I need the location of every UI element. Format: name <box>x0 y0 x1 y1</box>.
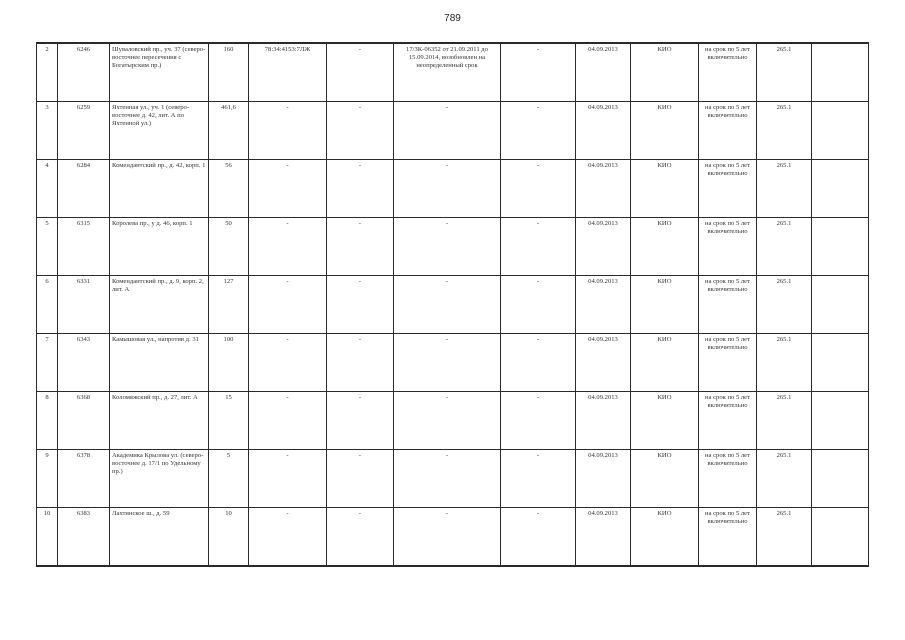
page-number: 789 <box>444 13 461 24</box>
column-6-cell: - <box>327 392 394 450</box>
document-cell: 265.1 <box>757 218 812 276</box>
column-6-cell: - <box>327 450 394 508</box>
organization-cell: КИО <box>631 276 699 334</box>
empty-cell <box>812 43 869 102</box>
table-row <box>37 218 869 276</box>
cadastral-number-cell: - <box>249 450 327 508</box>
table-row <box>37 160 869 218</box>
object-code-cell: 6331 <box>58 276 110 334</box>
organization-cell: КИО <box>631 334 699 392</box>
contract-cell: - <box>394 160 501 218</box>
table-row <box>37 392 869 450</box>
cadastral-number-cell: 78:34:4153:7ЛЖ <box>249 43 327 102</box>
table-row <box>37 508 869 567</box>
column-8-cell: - <box>501 508 576 567</box>
address-cell: Камышовая ул., напротив д. 31 <box>110 334 209 392</box>
document-cell: 265.1 <box>757 334 812 392</box>
date-cell: 04.09.2013 <box>576 218 631 276</box>
object-code-cell: 6284 <box>58 160 110 218</box>
object-code-cell: 6246 <box>58 43 110 102</box>
address-cell: Академика Крылова ул. (северо-восточнее д. 17/1 по Удельному пр.) <box>110 450 209 508</box>
contract-cell: - <box>394 334 501 392</box>
row-number-cell: 8 <box>37 392 58 450</box>
object-code-cell: 6378 <box>58 450 110 508</box>
address-cell: Комендантский пр., д. 42, корп. 1 <box>110 160 209 218</box>
address-cell: Лахтинское ш., д. 59 <box>110 508 209 567</box>
contract-cell: - <box>394 276 501 334</box>
cadastral-number-cell: - <box>249 218 327 276</box>
table-body <box>37 43 869 566</box>
contract-cell: 17/ЗК-06352 от 21.09.2011 до 15.09.2014, возобновлен на неопределенный срок <box>394 43 501 102</box>
table-row <box>37 450 869 508</box>
empty-cell <box>812 508 869 567</box>
empty-cell <box>812 160 869 218</box>
column-8-cell: - <box>501 160 576 218</box>
document-cell: 265.1 <box>757 450 812 508</box>
address-cell: Яхтенная ул., уч. 1 (северо-восточнее д. 42, лит. А по Яхтенной ул.) <box>110 102 209 160</box>
empty-cell <box>812 218 869 276</box>
column-8-cell: - <box>501 102 576 160</box>
table-row <box>37 334 869 392</box>
empty-cell <box>812 334 869 392</box>
organization-cell: КИО <box>631 508 699 567</box>
organization-cell: КИО <box>631 160 699 218</box>
area-cell: 5 <box>209 450 249 508</box>
object-code-cell: 6368 <box>58 392 110 450</box>
organization-cell: КИО <box>631 450 699 508</box>
column-8-cell: - <box>501 450 576 508</box>
column-6-cell: - <box>327 43 394 102</box>
document-cell: 265.1 <box>757 102 812 160</box>
column-6-cell: - <box>327 508 394 567</box>
row-number-cell: 3 <box>37 102 58 160</box>
row-number-cell: 4 <box>37 160 58 218</box>
cadastral-number-cell: - <box>249 276 327 334</box>
contract-cell: - <box>394 508 501 567</box>
document-cell: 265.1 <box>757 392 812 450</box>
contract-cell: - <box>394 392 501 450</box>
contract-cell: - <box>394 218 501 276</box>
row-number-cell: 6 <box>37 276 58 334</box>
area-cell: 50 <box>209 218 249 276</box>
empty-cell <box>812 102 869 160</box>
date-cell: 04.09.2013 <box>576 102 631 160</box>
empty-cell <box>812 392 869 450</box>
table-row <box>37 43 869 102</box>
organization-cell: КИО <box>631 392 699 450</box>
column-6-cell: - <box>327 218 394 276</box>
empty-cell <box>812 450 869 508</box>
object-code-cell: 6315 <box>58 218 110 276</box>
term-cell: на срок по 5 лет включительно <box>699 334 757 392</box>
term-cell: на срок по 5 лет включительно <box>699 392 757 450</box>
area-cell: 461,6 <box>209 102 249 160</box>
cadastral-number-cell: - <box>249 102 327 160</box>
column-8-cell: - <box>501 43 576 102</box>
term-cell: на срок по 5 лет включительно <box>699 218 757 276</box>
organization-cell: КИО <box>631 43 699 102</box>
organization-cell: КИО <box>631 218 699 276</box>
area-cell: 10 <box>209 508 249 567</box>
cadastral-number-cell: - <box>249 508 327 567</box>
row-number-cell: 10 <box>37 508 58 567</box>
term-cell: на срок по 5 лет включительно <box>699 508 757 567</box>
row-number-cell: 7 <box>37 334 58 392</box>
area-cell: 100 <box>209 334 249 392</box>
column-6-cell: - <box>327 334 394 392</box>
document-cell: 265.1 <box>757 43 812 102</box>
date-cell: 04.09.2013 <box>576 508 631 567</box>
term-cell: на срок по 5 лет включительно <box>699 160 757 218</box>
column-8-cell: - <box>501 218 576 276</box>
contract-cell: - <box>394 450 501 508</box>
column-8-cell: - <box>501 334 576 392</box>
date-cell: 04.09.2013 <box>576 43 631 102</box>
term-cell: на срок по 5 лет включительно <box>699 43 757 102</box>
term-cell: на срок по 5 лет включительно <box>699 102 757 160</box>
row-number-cell: 9 <box>37 450 58 508</box>
column-6-cell: - <box>327 276 394 334</box>
row-number-cell: 2 <box>37 43 58 102</box>
date-cell: 04.09.2013 <box>576 450 631 508</box>
area-cell: 56 <box>209 160 249 218</box>
cadastral-number-cell: - <box>249 392 327 450</box>
date-cell: 04.09.2013 <box>576 276 631 334</box>
document-cell: 265.1 <box>757 508 812 567</box>
term-cell: на срок по 5 лет включительно <box>699 450 757 508</box>
column-8-cell: - <box>501 276 576 334</box>
document-cell: 265.1 <box>757 160 812 218</box>
object-code-cell: 6259 <box>58 102 110 160</box>
cadastral-number-cell: - <box>249 160 327 218</box>
area-cell: 160 <box>209 43 249 102</box>
address-cell: Королева пр., у д. 46, корп. 1 <box>110 218 209 276</box>
document-cell: 265.1 <box>757 276 812 334</box>
column-8-cell: - <box>501 392 576 450</box>
contract-cell: - <box>394 102 501 160</box>
term-cell: на срок по 5 лет включительно <box>699 276 757 334</box>
column-6-cell: - <box>327 160 394 218</box>
address-cell: Шуваловский пр., уч. 37 (северо-восточнее пересечения с Богатырским пр.) <box>110 43 209 102</box>
address-cell: Комендантский пр., д. 9, корп. 2, лит. А <box>110 276 209 334</box>
row-number-cell: 5 <box>37 218 58 276</box>
date-cell: 04.09.2013 <box>576 160 631 218</box>
column-6-cell: - <box>327 102 394 160</box>
date-cell: 04.09.2013 <box>576 392 631 450</box>
area-cell: 127 <box>209 276 249 334</box>
object-code-cell: 6383 <box>58 508 110 567</box>
date-cell: 04.09.2013 <box>576 334 631 392</box>
object-code-cell: 6343 <box>58 334 110 392</box>
area-cell: 15 <box>209 392 249 450</box>
table-row <box>37 102 869 160</box>
organization-cell: КИО <box>631 102 699 160</box>
registry-table <box>36 42 869 567</box>
address-cell: Коломяжский пр., д. 27, лит. А <box>110 392 209 450</box>
empty-cell <box>812 276 869 334</box>
table-row <box>37 276 869 334</box>
cadastral-number-cell: - <box>249 334 327 392</box>
